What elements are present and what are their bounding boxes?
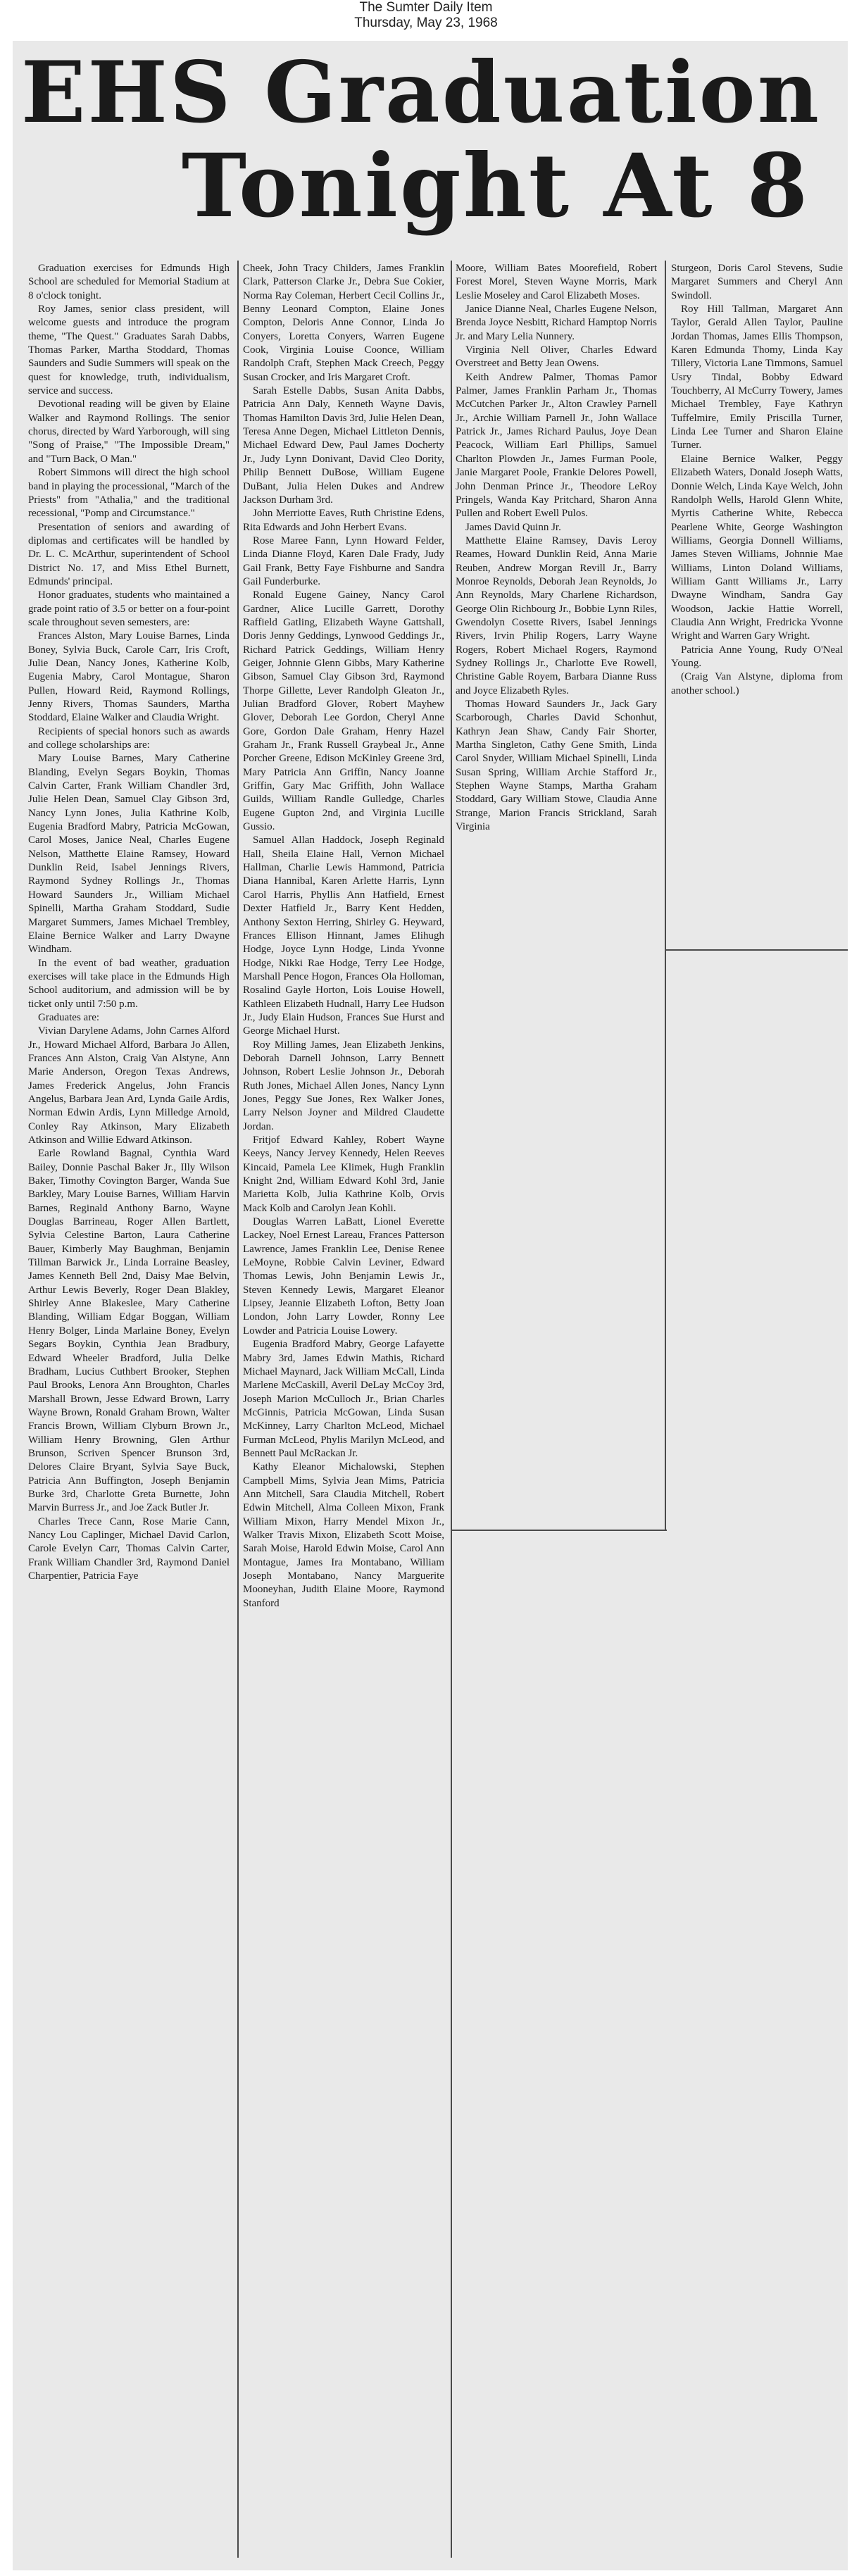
article-paragraph: Earle Rowland Bagnal, Cynthia Ward Bailey, Donnie Paschal Baker Jr., Illy Wilson Baker, Timothy Covington Barger, Wanda Sue Barkley, Mary Louise Barnes, William Harvin Barnes, Reginald Anthony Barno, Wayne Douglas Barrineau, Roger Allen Bartlett, Sylvia Celestine Barton, Laura Catherine Bauer, Kimberly May Baughman, Benjamin Tillman Barwick Jr., Linda Lorraine Beasley, James Kenneth Bell 2nd, Daisy Mae Belvin, Arthur Lewis Beverly, Roger Dean Blakley, Shirley Anne Blakeslee, Mary Catherine Blanding, William Edgar Boggan, William Henry Bolger, Linda Marlaine Boney, Evelyn Segars Boykin, Cynthia Jean Bradbury, Edward Wheeler Bradford, Julia Delke Bradham, Lucius Cuthbert Brooker, Stephen Paul Brooks, Lenora Ann Broughton, Charles Marshall Brown, Jesse Edward Brown, Larry Wayne Brown, Ronald Graham Brown, Walter Francis Brown, William Clyburn Brown Jr., William Henry Browning, Glen Arthur Brunson, Scriven Spencer Brunson 3rd, Delores Claire Bryant, Sylvia Saye Buck, Patricia Ann Buffington, Joseph Benjamin Burke 3rd, Charlotte Greta Burnette, John Marvin Burress Jr., and Joe Zack Butler Jr. xyxy=(28,1148,230,1514)
article-paragraph: Virginia Nell Oliver, Charles Edward Overstreet and Betty Jean Owens. xyxy=(456,344,657,370)
article-paragraph: Roy Hill Tallman, Margaret Ann Taylor, Gerald Allen Taylor, Pauline Jordan Thomas, James Ellis Thompson, Karen Edmunda Thomy, Linda Kay Tillery, Victoria Lane Timmons, Samuel Usry Tindal, Bobby Edward Touchberry, Al McCurry Towery, James Michael Trembley, Faye Kathryn Tuffelmire, Emily Priscilla Turner, Linda Lee Turner and Sharon Elaine Turner. xyxy=(671,304,843,451)
masthead xyxy=(0,0,852,45)
column-end-rule xyxy=(451,1530,667,1531)
column-divider xyxy=(237,261,239,2558)
article-paragraph: Frances Alston, Mary Louise Barnes, Linda Boney, Sylvia Buck, Carole Carr, Iris Croft, Julie Dean, Nancy Jones, Katherine Kolb, Eugenia Mabry, Carol Montague, Sharon Pullen, Howard Reid, Raymond Rollings, Jenny Rivers, Thomas Saunders, Martha Stoddard, Elaine Walker and Claudia Wright. xyxy=(28,630,230,724)
article-paragraph: Eugenia Bradford Mabry, George Lafayette Mabry 3rd, James Edwin Mathis, Richard Michael Maynard, Jack William McCall, Linda Marlene McCaskill, Averil DeLay McCoy 3rd, Joseph Marion McCulloch Jr., Brian Charles McGinnis, Patricia McGowan, Linda Susan McKinney, Larry Charlton McLeod, Michael Furman McLeod, Phylis Marilyn McLeod, and Bennett Paul McRackan Jr. xyxy=(243,1339,444,1459)
article-paragraph: Sarah Estelle Dabbs, Susan Anita Dabbs, Patricia Ann Daly, Kenneth Wayne Davis, Thomas Hamilton Davis 3rd, Julie Helen Dean, Teresa Anne Degen, Michael Littleton Dennis, Michael Edward Dew, Paul James Docherty Jr., Judy Lynn Donivant, David Cleo Dority, Philip Bennett DuBose, William Eugene DuBant, Julia Helen Dukes and Andrew Jackson Durham 3rd. xyxy=(243,385,444,506)
headline-line-1: EHS Graduation xyxy=(21,43,821,142)
article-column-2 xyxy=(243,262,444,1611)
article-paragraph: Moore, William Bates Moorefield, Robert Forest Morel, Steven Wayne Morris, Mark Leslie Moseley and Carol Elizabeth Moses. xyxy=(456,263,657,301)
article-column-4 xyxy=(671,262,843,698)
article-column-3 xyxy=(456,262,657,834)
article-paragraph: Roy Milling James, Jean Elizabeth Jenkins, Deborah Darnell Johnson, Larry Bennett Johnson, Robert Leslie Johnson Jr., Deborah Ruth Jones, Michael Allen Jones, Nancy Lynn Jones, Peggy Sue Jones, Rex Walker Jones, Larry Nelson Joyner and Mildred Claudette Jordan. xyxy=(243,1039,444,1132)
issue-date: Thursday, May 23, 1968 xyxy=(354,15,498,30)
article-paragraph: Graduation exercises for Edmunds High School are scheduled for Memorial Stadium at 8 o'clock tonight. xyxy=(28,263,230,301)
article-paragraph: Samuel Allan Haddock, Joseph Reginald Hall, Sheila Elaine Hall, Vernon Michael Hallman, Charlie Lewis Hammond, Patricia Diana Hannibal, Karen Arlette Harris, Lynn Carol Harris, Phyllis Ann Hatfield, Ernest Dexter Hatfield Jr., Barry Kent Hedden, Anthony Sexton Herring, Shirley G. Heyward, Frances Ellison Hinnant, James Elihugh Hodge, Joyce Lynn Hodge, Linda Yvonne Hodge, Nikki Rae Hodge, Terry Lee Hodge, Marshall Pence Hogon, Frances Ola Holloman, Rosalind Gayle Horton, Lois Louise Howell, Kathleen Elizabeth Hudnall, Harry Lee Hudson Jr., Judy Elain Hudson, Frances Sue Hurst and George Michael Hurst. xyxy=(243,834,444,1037)
article-paragraph: Cheek, John Tracy Childers, James Franklin Clark, Patterson Clarke Jr., Debra Sue Cokier, Norma Ray Coleman, Herbert Cecil Collins Jr., Benny Leonard Compton, Elaine Jones Compton, Deloris Anne Connor, Linda Jo Conyers, Loretta Conyers, Warren Eugene Cook, Virginia Louise Coonce, William Randolph Craft, Stephen Mack Creech, Peggy Susan Crocker, and Iris Margaret Croft. xyxy=(243,263,444,383)
article-paragraph: Roy James, senior class president, will welcome guests and introduce the program theme, "The Quest." Graduates Sarah Dabbs, Thomas Parker, Martha Stoddard, Thomas Saunders and Sudie Summers will speak on the quest for knowledge, truth, individualism, service and success. xyxy=(28,304,230,397)
article-paragraph: Keith Andrew Palmer, Thomas Pamor Palmer, James Franklin Parham Jr., Thomas McCutchen Parker Jr., Alton Crawley Parnell Jr., Archie William Parnell Jr., John Wallace Patrick Jr., James Richard Paulus, Joye Dean Peacock, William Earl Phillips, Samuel Charlton Plowden Jr., James Furman Poole, Janie Margaret Poole, Frankie Delores Powell, John Denman Prince Jr., Theodore LeRoy Pringels, Wanda Kay Pritchard, Sharon Anna Pullen and Robert Ewell Pulos. xyxy=(456,371,657,520)
column-divider xyxy=(665,261,666,1531)
article-paragraph: Rose Maree Fann, Lynn Howard Felder, Linda Dianne Floyd, Karen Dale Frady, Judy Gail Frank, Betty Faye Fishburne and Sandra Gail Funderburke. xyxy=(243,534,444,587)
article-paragraph: Honor graduates, students who maintained a grade point ratio of 3.5 or better on a four-point scale throughout seven semesters, are: xyxy=(28,589,230,628)
article-paragraph: Vivian Darylene Adams, John Carnes Alford Jr., Howard Michael Alford, Barbara Jo Allen, Frances Ann Alston, Craig Van Alstyne, Ann Marie Anderson, Oregon Texas Andrews, James Frederick Angelus, John Francis Angelus, Barbara Jean Ard, Lynda Gaile Ardis, Norman Edwin Ardis, Lynn Milledge Arnold, Conley Ray Atkinson, Mary Elizabeth Atkinson and Willie Edward Atkinson. xyxy=(28,1025,230,1146)
article-paragraph: Ronald Eugene Gainey, Nancy Carol Gardner, Alice Lucille Garrett, Dorothy Raffield Gatling, Elizabeth Wayne Gattshall, Doris Jenny Geddings, Lynwood Geddings Jr., Richard Patrick Geddings, William Henry Geiger, Johnnie Glenn Gibbs, Mary Katherine Gibson, Samuel Clay Gibson 3rd, Raymond Thorpe Gillette, Lever Randolph Gleaton Jr., Julian Bradford Glover, Robert Mayhew Glover, Deborah Lee Gordon, Cheryl Anne Gore, Gordon Dale Graham, Henry Hazel Graham Jr., Frank Russell Graybeal Jr., Anne Porcher Greene, Edison McKinley Greene 3rd, Mary Patricia Ann Griffin, Nancy Joanne Griffin, Gary Mac Griffith, John Wallace Guilds, William Randle Gulledge, Charles Eugene Gupton 2nd, and Virginia Lucille Gussio. xyxy=(243,589,444,833)
article-paragraph: Thomas Howard Saunders Jr., Jack Gary Scarborough, Charles David Schonhut, Kathryn Jean Shaw, Candy Fair Shorter, Martha Singleton, Cathy Gene Smith, Linda Carol Snyder, William Michael Spinelli, Linda Susan Spring, William Archie Stafford Jr., Stephen Wayne Stamps, Martha Graham Stoddard, Gary William Stowe, Claudia Anne Strange, Marion Francis Strickland, Sarah Virginia xyxy=(456,699,657,833)
headline-line-2: Tonight At 8 xyxy=(181,135,810,237)
article-paragraph: Janice Dianne Neal, Charles Eugene Nelson, Brenda Joyce Nesbitt, Richard Hamptop Norris Jr. and Mary Lelia Nunnery. xyxy=(456,304,657,342)
article-paragraph: Patricia Anne Young, Rudy O'Neal Young. xyxy=(671,644,843,669)
article-paragraph: Mary Louise Barnes, Mary Catherine Blanding, Evelyn Segars Boykin, Thomas Calvin Carter, Frank William Chandler 3rd, Julie Helen Dean, Samuel Clay Gibson 3rd, Nancy Lynn Jones, Julia Kathrine Kolb, Eugenia Bradford Mabry, Patricia McGowan, Carol Moses, Janice Neal, Charles Eugene Nelson, Matthette Elaine Ramsey, Howard Dunklin Reid, Isabel Jennings Rivers, Raymond Sydney Rollings Jr., Thomas Howard Saunders Jr., William Michael Spinelli, Martha Graham Stoddard, Sudie Margaret Summers, James Michael Trembley, Elaine Bernice Walker and Larry Dwayne Windham. xyxy=(28,753,230,956)
article-paragraph: Elaine Bernice Walker, Peggy Elizabeth Waters, Donald Joseph Watts, Donnie Welch, Linda Kaye Welch, John Randolph Wells, Harold Glenn White, Myrtis Catherine White, Rebecca Pearlene White, George Washington Williams, Georgia Donnell Williams, James Steven Williams, Johnnie Mae Williams, Linton Doland Williams, William Gantt Williams Jr., Larry Dwayne Windham, Sandra Gay Woodson, Jackie Hattie Worrell, Claudia Ann Wright, Fredricka Yvonne Wright and Warren Gary Wright. xyxy=(671,453,843,642)
column-end-rule xyxy=(665,949,848,951)
article-paragraph: Charles Trece Cann, Rose Marie Cann, Nancy Lou Caplinger, Michael David Carlon, Carole Evelyn Carr, Thomas Calvin Carter, Frank William Chandler 3rd, Raymond Daniel Charpentier, Patricia Faye xyxy=(28,1515,230,1582)
article-column-1 xyxy=(28,262,230,1583)
article-paragraph: Fritjof Edward Kahley, Robert Wayne Keeys, Nancy Jervey Kennedy, Helen Reeves Kincaid, Pamela Lee Klimek, Hugh Franklin Knight 2nd, William Edward Kohl 3rd, Janie Marietta Kolb, Julia Kathrine Kolb, Orvis Mack Kolb and Carolyn Jean Kohli. xyxy=(243,1134,444,1214)
article-paragraph: Recipients of special honors such as awards and college scholarships are: xyxy=(28,725,230,751)
article-paragraph: Graduates are: xyxy=(38,1011,100,1023)
article-paragraph: John Merriotte Eaves, Ruth Christine Edens, Rita Edwards and John Herbert Evans. xyxy=(243,508,444,533)
article-paragraph: James David Quinn Jr. xyxy=(465,521,561,533)
article-paragraph: In the event of bad weather, graduation exercises will take place in the Edmunds High School auditorium, and admission will be by ticket only until 7:50 p.m. xyxy=(28,957,230,1010)
article-paragraph: Matthette Elaine Ramsey, Davis Leroy Reames, Howard Dunklin Reid, Anna Marie Reuben, Andrew Morgan Revill Jr., Barry Monroe Reynolds, Deborah Jean Reynolds, Jo Ann Reynolds, Mary Charlene Richardson, George Olin Richbourg Jr., Bobbie Lynn Riles, Gwendolyn Cosette Rivers, Isabel Jennings Rivers, Irvin Philip Rogers, Larry Wayne Rogers, Robert Michael Rogers, Raymond Sydney Rollings Jr., Charlotte Eve Rowell, Christine Gable Royem, Barbara Dianne Russ and Joyce Elizabeth Ryles. xyxy=(456,534,657,696)
article-paragraph: (Craig Van Alstyne, diploma from another school.) xyxy=(671,671,843,696)
column-divider xyxy=(451,261,452,2558)
newspaper-name: The Sumter Daily Item xyxy=(359,0,493,15)
article-paragraph: Robert Simmons will direct the high school band in playing the processional, "March of the Priests" from "Athalia," and the traditional recessional, "Pomp and Circumstance." xyxy=(28,467,230,520)
article-paragraph: Kathy Eleanor Michalowski, Stephen Campbell Mims, Sylvia Jean Mims, Patricia Ann Mitchell, Sara Claudia Mitchell, Robert Edwin Mitchell, Alma Colleen Mixon, Frank William Mixon, Harry Mendel Mixon Jr., Walker Travis Mixon, Elizabeth Scott Moise, Sarah Moise, Harold Edwin Moise, Carol Ann Montague, James Ira Montabano, William Joseph Montabano, Nancy Marguerite Mooneyhan, Judith Elaine Moore, Raymond Stanford xyxy=(243,1461,444,1609)
article-paragraph: Douglas Warren LaBatt, Lionel Everette Lackey, Noel Ernest Lareau, Frances Patterson Lawrence, James Franklin Lee, Denise Renee LeMoyne, Robbie Calvin Leviner, Edward Thomas Lewis, John Benjamin Lewis Jr., Steven Kennedy Lewis, Margaret Eleanor Lipsey, Jeannie Elizabeth Lofton, Betty Joan London, John Larry Lowder, Ronny Lee Lowder and Patricia Louise Lowery. xyxy=(243,1216,444,1337)
article-paragraph: Devotional reading will be given by Elaine Walker and Raymond Rollings. The senior chorus, directed by Ward Yarborough, will sing "Song of Praise," "The Impossible Dream," and "Turn Back, O Man." xyxy=(28,399,230,465)
article-paragraph: Sturgeon, Doris Carol Stevens, Sudie Margaret Summers and Cheryl Ann Swindoll. xyxy=(671,263,843,301)
article-paragraph: Presentation of seniors and awarding of diplomas and certificates will be handled by Dr. L. C. McArthur, superintendent of School District No. 17, and Miss Ethel Burnett, Edmunds' principal. xyxy=(28,521,230,587)
